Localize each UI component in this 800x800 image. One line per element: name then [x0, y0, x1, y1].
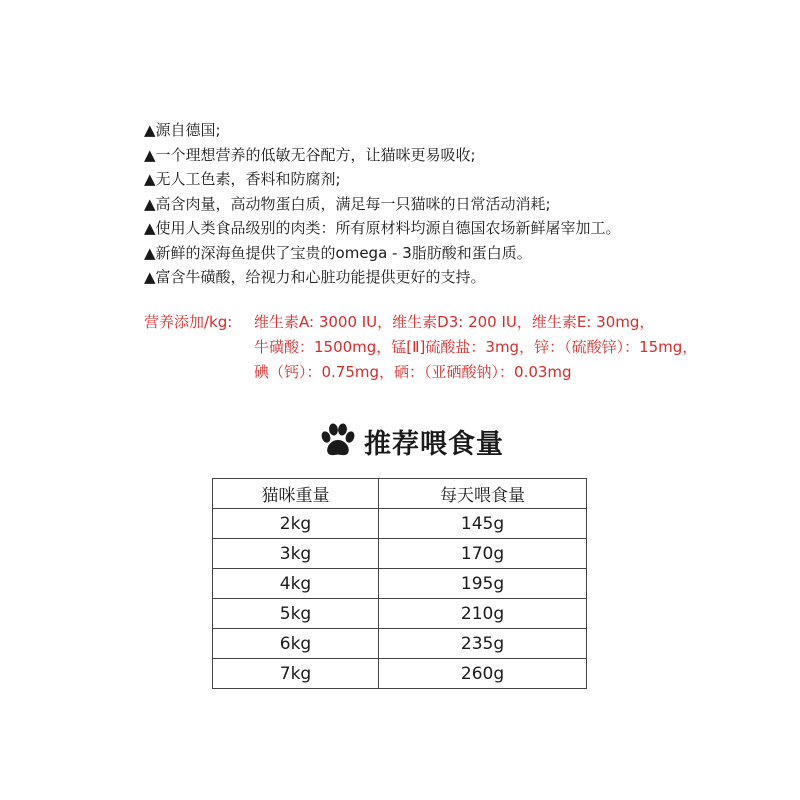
table-row — [213, 569, 587, 599]
amount-cell: 235g — [379, 629, 587, 659]
table-row — [213, 509, 587, 539]
feature-list — [144, 118, 764, 290]
table-header-row — [213, 479, 587, 509]
feature-item: ▲使用人类食品级别的肉类：所有原材料均源自德国农场新鲜屠宰加工。 — [144, 219, 621, 237]
feeding-title: 推荐喂食量 — [364, 428, 504, 460]
feature-item: ▲富含牛磺酸，给视力和心脏功能提供更好的支持。 — [144, 268, 486, 286]
weight-cell: 2kg — [213, 509, 379, 539]
header-amount: 每天喂食量 — [379, 479, 587, 509]
nutrition-line: 碘（钙）：0.75mg，硒：（亚硒酸钠）：0.03mg — [254, 363, 572, 381]
weight-cell: 4kg — [213, 569, 379, 599]
paw-icon — [318, 421, 358, 461]
weight-cell: 6kg — [213, 629, 379, 659]
feeding-heading — [318, 418, 504, 464]
weight-cell: 7kg — [213, 659, 379, 689]
amount-cell: 210g — [379, 599, 587, 629]
amount-cell: 170g — [379, 539, 587, 569]
nutrition-line: 维生素A: 3000 IU，维生素D3: 200 IU，维生素E: 30mg， — [254, 313, 655, 331]
header-weight: 猫咪重量 — [213, 479, 379, 509]
table-row — [213, 659, 587, 689]
feature-item: ▲新鲜的深海鱼提供了宝贵的omega - 3脂肪酸和蛋白质。 — [144, 243, 532, 262]
table-row — [213, 539, 587, 569]
nutrition-values — [254, 310, 697, 385]
nutrition-label: 营养添加/kg: — [144, 313, 233, 331]
table-row — [213, 629, 587, 659]
amount-cell: 195g — [379, 569, 587, 599]
feature-item: ▲源自德国; — [144, 121, 221, 139]
feature-item: ▲高含肉量，高动物蛋白质，满足每一只猫咪的日常活动消耗; — [144, 194, 551, 213]
weight-cell: 5kg — [213, 599, 379, 629]
table-row — [213, 599, 587, 629]
feeding-table — [212, 478, 587, 689]
feature-item: ▲无人工色素，香料和防腐剂; — [144, 170, 341, 188]
weight-cell: 3kg — [213, 539, 379, 569]
amount-cell: 145g — [379, 509, 587, 539]
amount-cell: 260g — [379, 659, 587, 689]
nutrition-line: 牛磺酸：1500mg，锰[Ⅱ]硫酸盐：3mg，锌：（硫酸锌）：15mg， — [254, 338, 698, 356]
feature-item: ▲一个理想营养的低敏无谷配方，让猫咪更易吸收; — [144, 145, 476, 164]
